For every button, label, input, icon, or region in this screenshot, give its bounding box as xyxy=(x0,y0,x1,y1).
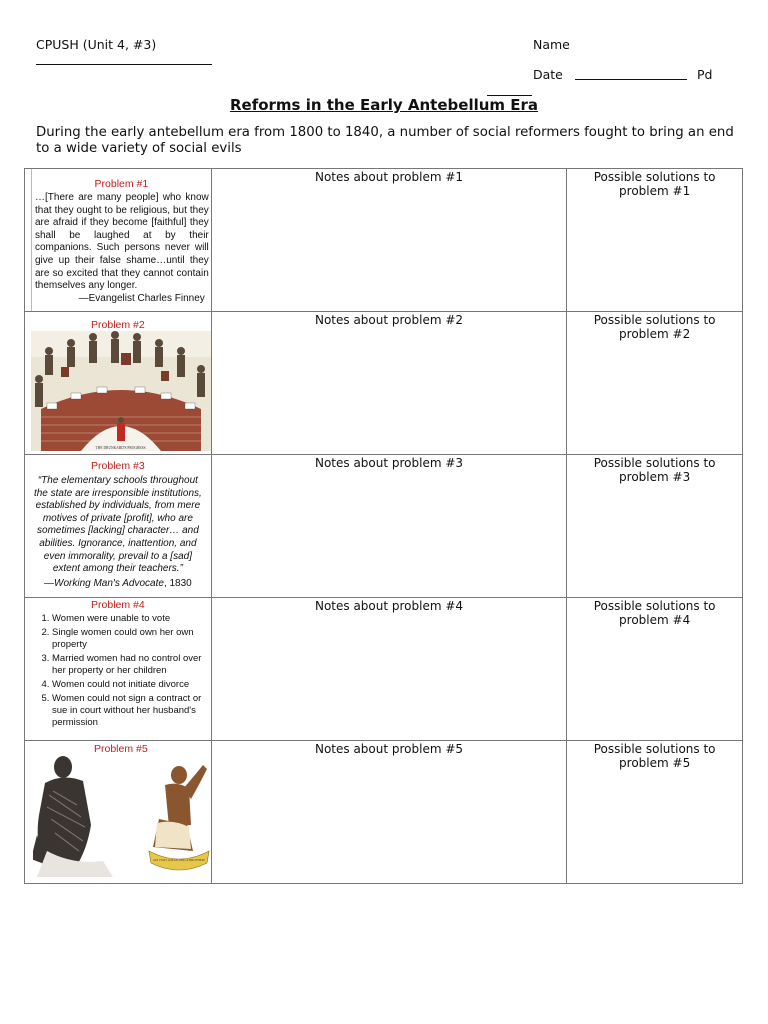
solutions-label: Possible solutions to problem #4 xyxy=(593,599,716,627)
date-field-line[interactable] xyxy=(575,79,687,80)
problem-title: Problem #5 xyxy=(94,743,148,755)
solutions-cell[interactable] xyxy=(567,169,743,312)
notes-label: Notes about problem #4 xyxy=(314,599,464,613)
solutions-label: Possible solutions to problem #3 xyxy=(593,456,716,484)
solutions-cell[interactable] xyxy=(567,598,743,741)
solutions-cell[interactable] xyxy=(567,741,743,884)
notes-cell[interactable] xyxy=(211,741,566,884)
notes-label: Notes about problem #2 xyxy=(314,313,464,327)
solutions-label: Possible solutions to problem #2 xyxy=(593,313,716,341)
notes-cell[interactable] xyxy=(211,312,566,455)
list-item: 1. Women were unable to vote xyxy=(52,613,211,625)
pd-label: Pd xyxy=(697,67,713,82)
list-item: 4. Women could not initiate divorce xyxy=(52,679,211,691)
problem-4-cell xyxy=(25,598,212,741)
illustration-caption: THE DRUNKARD'S PROGRESS. xyxy=(95,446,147,450)
problem-title: Problem #1 xyxy=(94,178,149,190)
notes-label: Notes about problem #3 xyxy=(314,456,464,470)
date-label: Date xyxy=(533,67,563,82)
problem-quote: “The elementary schools throughout the state are irresponsible institutions, established by individuals, from mere motives of private [profit], who are sometimes [lacking] character… and abilities. Ignorance, inattention, and even immorality, prevail to a [sad] extent among their teachers.” xyxy=(33,475,202,575)
solutions-cell[interactable] xyxy=(567,455,743,598)
course-label: CPUSH (Unit 4, #3) xyxy=(36,37,157,52)
solutions-label: Possible solutions to problem #5 xyxy=(593,742,716,770)
table-row xyxy=(25,455,743,598)
list-item: 3. Married women had no control over her property or her children xyxy=(52,653,211,677)
table-row xyxy=(25,598,743,741)
problem-2-cell xyxy=(25,312,212,455)
problem-5-cell xyxy=(25,741,212,884)
notes-cell[interactable] xyxy=(211,169,566,312)
notes-label: Notes about problem #1 xyxy=(314,170,464,184)
table-row xyxy=(25,169,743,312)
solutions-cell[interactable] xyxy=(567,312,743,455)
intro-text: During the early antebellum era from 1800 to 1840, a number of social reformers fought to bring an end to a wide variety of social evils xyxy=(36,125,734,156)
table-row xyxy=(25,741,743,884)
seal-caption: AM I NOT A MAN AND A BROTHER? xyxy=(152,858,206,862)
solutions-label: Possible solutions to problem #1 xyxy=(593,170,716,198)
abolition-images xyxy=(33,755,211,881)
notes-cell[interactable] xyxy=(211,598,566,741)
drunkards-progress-illustration xyxy=(31,331,211,451)
list-item: 2. Single women could own her own property xyxy=(52,627,211,651)
problem-attribution xyxy=(25,578,211,589)
list-item: 5. Women could not sign a contract or sue in court without her husband's permission xyxy=(52,693,211,729)
page-title: Reforms in the Early Antebellum Era xyxy=(229,96,539,114)
table-row xyxy=(25,312,743,455)
problem-title: Problem #3 xyxy=(91,460,145,472)
problems-table xyxy=(24,168,743,884)
course-underline xyxy=(36,64,212,65)
problem-1-cell xyxy=(25,169,212,312)
problem-attribution: —Evangelist Charles Finney xyxy=(78,292,205,304)
problem-title: Problem #2 xyxy=(91,319,145,331)
name-label: Name xyxy=(533,37,570,52)
problem-title: Problem #4 xyxy=(91,599,145,611)
notes-label: Notes about problem #5 xyxy=(314,742,464,756)
notes-cell[interactable] xyxy=(211,455,566,598)
attribution-source: —Working Man's Advocate xyxy=(44,577,164,589)
rights-list xyxy=(25,613,211,729)
problem-3-cell xyxy=(25,455,212,598)
attribution-year: , 1830 xyxy=(163,577,192,589)
problem-quote: …[There are many people] who know that they ought to be religious, but they are afraid if they become [faithful] they shall be laughed at by their companions. Such persons never will give up their false shame…until they are so excited that they cannot contain themselves any longer. xyxy=(35,192,209,292)
